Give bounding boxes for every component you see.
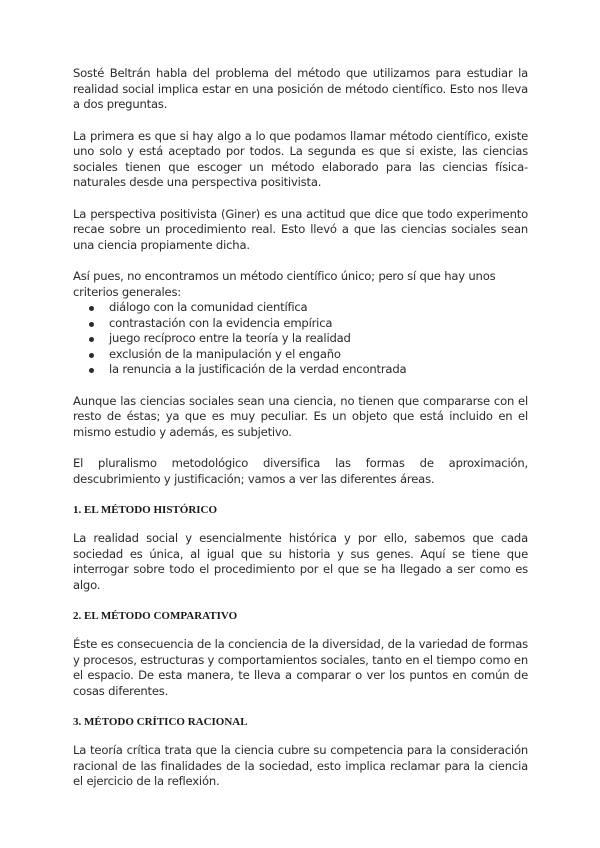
section-heading-historico: 1. EL MÉTODO HISTÓRICO [73,504,218,516]
bullet-icon [89,353,94,358]
section-text-critico: La teoría crítica trata que la ciencia cubre su competencia para la consideración racional de las finalidades de la sociedad, esto implica reclamar para la ciencia el ejercicio de la reflexión. [73,743,528,788]
paragraph-intro: Sosté Beltrán habla del problema del método que utilizamos para estudiar la realidad social implica estar en una posición de método científico. Esto nos lleva a dos preguntas. [73,66,528,111]
section-heading-comparativo: 2. EL MÉTODO COMPARATIVO [73,610,238,622]
bullet-icon [89,337,94,342]
paragraph-positivist: La perspectiva positivista (Giner) es una actitud que dice que todo experimento recae sobre un procedimiento real. Esto llevó a que las ciencias sociales sean una ciencia propiamente dicha. [73,206,528,252]
bullet-icon [89,306,94,311]
list-item-text: juego recíproco entre la teoría y la realidad [109,331,351,345]
bullet-icon [89,322,94,327]
list-item [109,316,528,332]
list-item-text: la renuncia a la justificación de la verdad encontrada [109,362,407,376]
list-item [109,347,528,363]
section-text-historico: La realidad social y esencialmente histórica y por ello, sabemos que cada sociedad es única, al igual que su historia y sus genes. Aquí se tiene que interrogar sobre todo el procedimiento por el que se ha llegado a ser como es algo. [73,531,528,592]
document-page [73,66,528,806]
paragraph-social-sciences: Aunque las ciencias sociales sean una ciencia, no tienen que compararse con el resto de éstas; ya que es muy peculiar. Es un objeto que está incluido en el mismo estudio y además, es subjetivo. [73,393,528,439]
list-item-text: diálogo con la comunidad científica [109,300,308,314]
section-heading-critico: 3. MÉTODO CRÍTICO RACIONAL [73,716,248,728]
paragraph-pluralism: El pluralismo metodológico diversifica las formas de aproximación, descubrimiento y justificación; vamos a ver las diferentes áreas. [73,456,528,486]
list-item [109,300,528,316]
criteria-list [73,300,528,378]
list-item-text: exclusión de la manipulación y el engaño [109,346,341,361]
bullet-icon [89,368,94,373]
paragraph-first-question: La primera es que si hay algo a lo que podamos llamar método científico, existe uno solo y está aceptado por todos. La segunda es que si existe, las ciencias sociales tienen que escoger un método elaborado para las ciencias física-naturales desde una perspectiva positivista. [73,128,528,189]
list-item-text: contrastación con la evidencia empírica [109,315,333,330]
section-text-comparativo: Éste es consecuencia de la conciencia de la diversidad, de la variedad de formas y procesos, estructuras y comportamientos sociales, tanto en el tiempo como en el espacio. De esta manera, te lleva a comparar o ver los puntos en común de cosas diferentes. [73,637,528,698]
list-item [109,362,528,378]
list-item [109,331,528,347]
paragraph-criteria-intro: Así pues, no encontramos un método científico único; pero sí que hay unos criterios generales: [73,269,496,299]
